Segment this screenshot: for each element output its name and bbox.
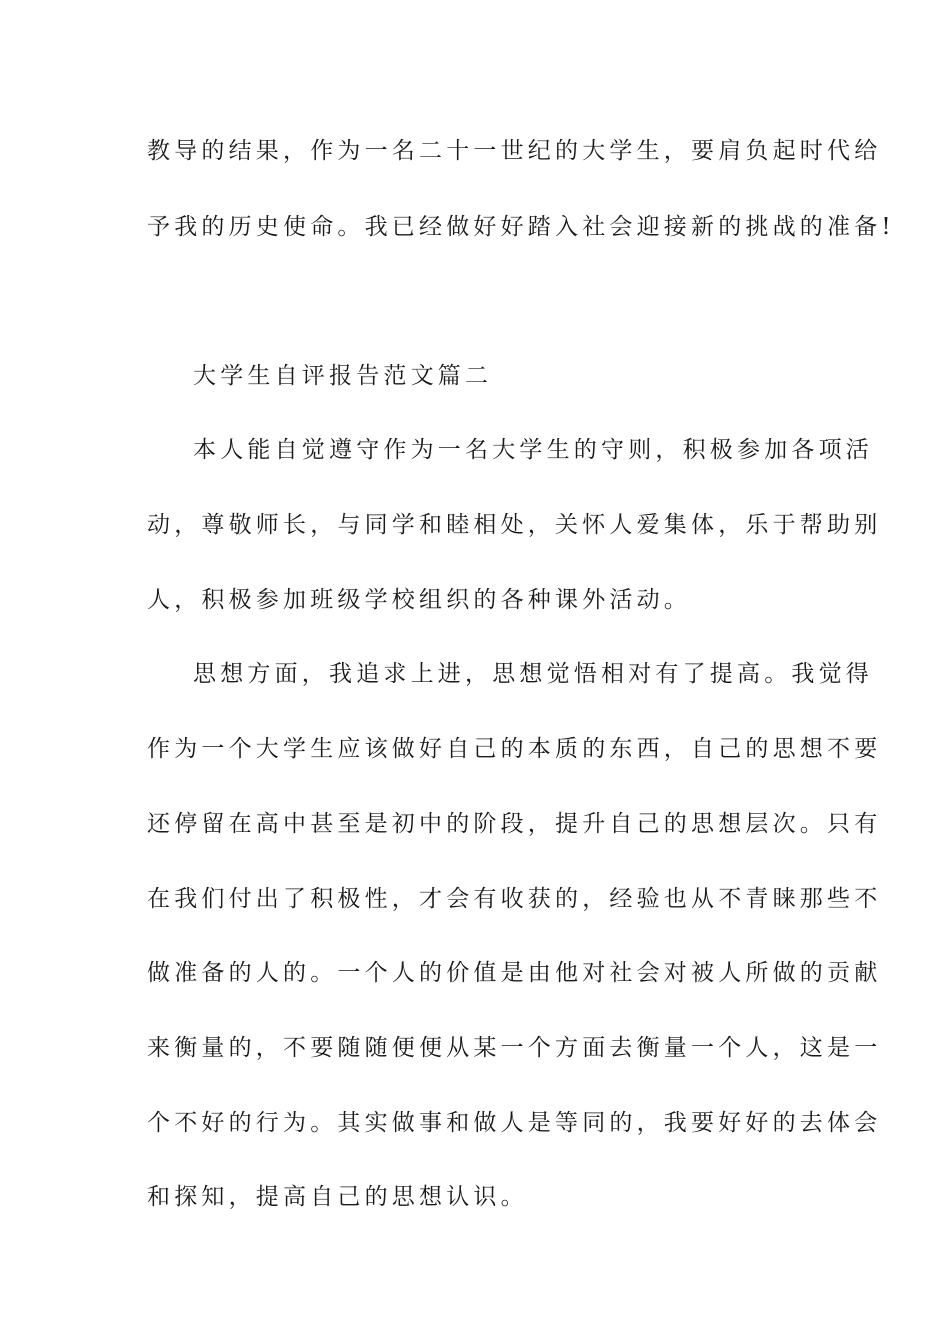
paragraph-line: 本人能自觉遵守作为一名大学生的守则，积极参加各项活 [193, 437, 873, 463]
paragraph-line: 教导的结果，作为一名二十一世纪的大学生，要肩负起时代给 [147, 138, 882, 164]
paragraph-line: 在我们付出了积极性，才会有收获的，经验也从不青睐那些不 [147, 886, 882, 912]
section-heading: 大学生自评报告范文篇二 [193, 363, 493, 389]
paragraph-line: 动，尊敬师长，与同学和睦相处，关怀人爱集体，乐于帮助别 [147, 512, 882, 538]
paragraph-line: 思想方面，我追求上进，思想觉悟相对有了提高。我觉得 [193, 661, 873, 687]
paragraph-line: 个不好的行为。其实做事和做人是等同的，我要好好的去体会 [147, 1110, 882, 1136]
paragraph-line: 来衡量的，不要随随便便从某一个方面去衡量一个人，这是一 [147, 1035, 882, 1061]
paragraph-line: 做准备的人的。一个人的价值是由他对社会对被人所做的贡献 [147, 960, 882, 986]
paragraph-line: 和探知，提高自己的思想认识。 [147, 1184, 528, 1210]
paragraph-line: 作为一个大学生应该做好自己的本质的东西，自己的思想不要 [147, 736, 882, 762]
paragraph-line: 人，积极参加班级学校组织的各种课外活动。 [147, 587, 691, 613]
paragraph-line: 予我的历史使命。我已经做好好踏入社会迎接新的挑战的准备! [147, 214, 895, 240]
paragraph-line: 还停留在高中甚至是初中的阶段，提升自己的思想层次。只有 [147, 811, 882, 837]
